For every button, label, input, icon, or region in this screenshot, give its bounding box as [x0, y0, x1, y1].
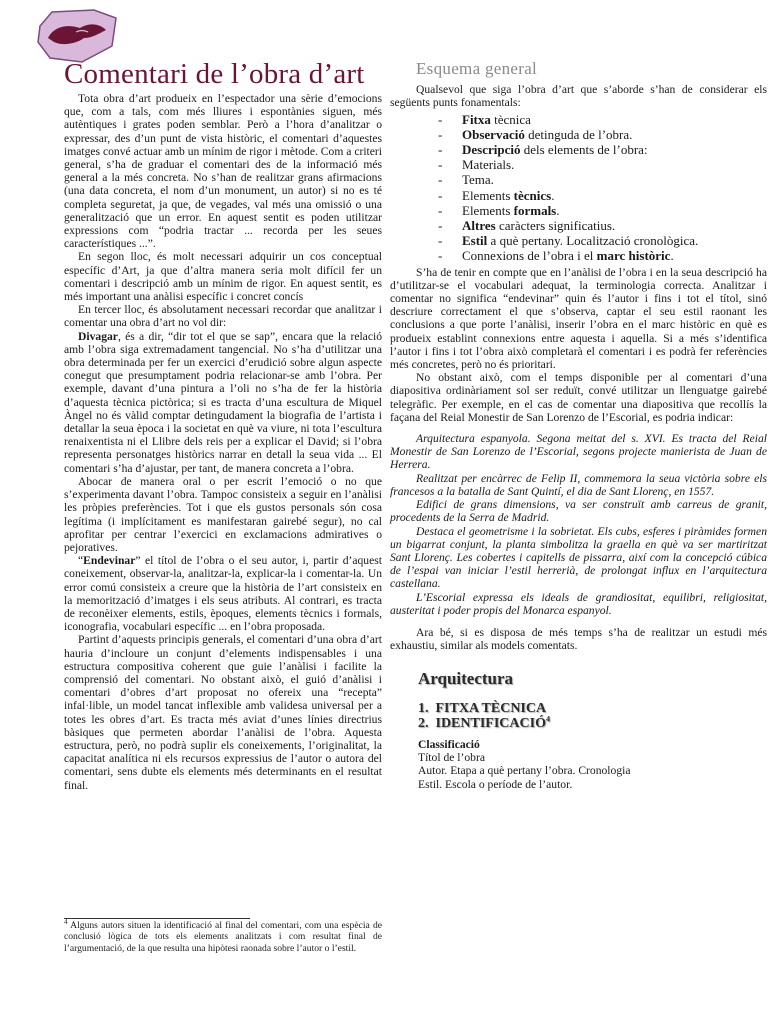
- heading-label: IDENTIFICACIÓ: [435, 715, 546, 731]
- point-text: a què pertany. Localització cronològica.: [487, 233, 699, 249]
- example-line: Destaca el geometrisme i la sobrietat. Els cubs, esferes i piràmides formen un bigarrat conjunt, la planta simbolitza la graella en què va ser martiritzat Sant Llorenç. Les cobertes i capitells de pissarra, així com la concepció cúbica de l’espai van iniciar l’estil herrerià, de prolongat influx en l’arquitectura castellana.: [390, 524, 767, 591]
- point-item: [438, 172, 767, 187]
- section-heading-arquitectura: Arquitectura: [418, 669, 514, 689]
- point-text: Elements: [462, 187, 514, 203]
- point-text: Tema.: [462, 172, 494, 188]
- example-line: L’Escorial expressa els ideals de grandiositat, equilibri, religiositat, austeritat i poder propis del Monarca espanyol.: [390, 590, 767, 617]
- classification-line: Estil. Escola o període de l’autor.: [418, 777, 573, 791]
- paragraph: En segon lloc, és molt necessari adquirir un cos conceptual específic d’Art, ja que d’altra manera seria molt difícil fer un comentari i descripció amb un mínim de rigor. En aquest sentit, es més important una anàlisi específic i concret concís: [64, 250, 382, 304]
- paragraph-text: ” el títol de l’obra o el seu autor, i, partir d’aquest coneixement, observar-la, analitzar-la, explicar-la i comentar-la. Un error comú consisteix a creure que la història de l’art consisteix en la memorització d’imatges i els seus atributs. Al contrari, es tracta de reconèixer elements, estils, èpoques, elements tècnics i formals, iconografia, vocabulari específic ... en l’obra proposada.: [64, 554, 382, 634]
- paragraph-rest: [64, 554, 382, 633]
- intro-text: Qualsevol que siga l’obra d’art que s’aborde s’han de considerar els següents punts fonamentals:: [390, 83, 767, 110]
- point-keyword: Estil: [462, 233, 488, 249]
- point-text: caràcters significatius.: [495, 218, 616, 234]
- paragraph: Abocar de manera oral o per escrit l’emoció o no que s’experimenta davant l’obra. Tampoc consisteix a seguir en l’anàlisi les pròpies preferències. Tot i que els gustos personals són cosa legítima (i implícitament es manifestaran gairebé segur), no cal aprofitar per centrar l’exercici en exclamacions admiratives o pejoratives.: [64, 474, 382, 554]
- point-item: [438, 127, 767, 142]
- left-column: [64, 92, 382, 792]
- point-text: Elements: [462, 202, 514, 218]
- point-keyword: Altres: [462, 218, 496, 234]
- paragraph-endevinar: [64, 554, 382, 633]
- point-item: [438, 112, 767, 127]
- point-text: .: [551, 187, 555, 203]
- paragraph: Partint d’aquests principis generals, el comentari d’una obra d’art hauria d’incloure un conjunt d’elements indispensables i una estructura compositiva coherent que guie l’anàlisi i facilite la comprensió del comentari. No obstant això, el guió d’anàlisi i comentari d’obres d’art proposat no ofereix una “recepta” infal·lible, un model tancat inflexible amb validesa universal per a totes les obres d’art. Es tracta més aviat d’unes línies directrius bàsiques que permeten abordar l’anàlisi de l’obra. Aquesta estructura, però, no podrà suplir els coneixements, l’originalitat, la capacitat analítica ni els recursos expressius de l’autor o autora del comentari, sens dubte els elements més determinants en el resultat final.: [64, 633, 382, 792]
- paragraph: No obstant això, com el temps disponible per al comentari d’una diapositiva ordinàriament sol ser reduït, convé utilitzar un llenguatge gairebé telegràfic. Per exemple, en el cas de comentar una diapositiva que recollís la façana del Reial Monestir de San Lorenzo de l’Escorial, es podria indicar:: [390, 371, 767, 424]
- section-heading-esquema: Esquema general: [416, 59, 538, 78]
- heading-number: 1.: [418, 700, 429, 716]
- logo-icon: [36, 8, 118, 64]
- point-keyword: Observació: [462, 126, 525, 142]
- point-keyword: Descripció: [462, 142, 521, 158]
- classification-label: Classificació: [418, 737, 480, 751]
- paragraph-rest: , és a dir, “dir tot el que se sap”, encara que la relació amb l’obra siga extremadament tangencial. No s’ha d’utilitzar una obra determinada per fer un exercici d’erudició sobre algun aspecte conegut que presumptament podria relacionar-se amb l’obra. Per exemple, davant d’una pintura a l’oli no s’ha de fer la història d’aquesta tècnica pictòrica; si es tracta d’una escultura de Miquel Àngel no és vàlid comptar detingudament la biografia de l’artista i detallar la seua època i la societat en què va viure, ni tota l’escultura renaixentista ni el Llibre dels reis per a explicar el David; si l’obra representa personatges històrics narrar en detall la seua vida ... El comentari s’ha d’ajustar, per tant, de manera concreta a l’obra.: [64, 329, 382, 475]
- example-line: Arquitectura espanyola. Segona meitat del s. XVI. Es tracta del Reial Monestir de San Lorenzo de l’Escorial, segons projecte manierista de Juan de Herrera.: [390, 432, 767, 472]
- point-item: [438, 203, 767, 218]
- point-text: .: [670, 248, 674, 264]
- lead-word: Endevinar: [83, 554, 136, 568]
- point-keyword: marc històric: [596, 248, 671, 264]
- paragraph-text: “: [78, 554, 84, 568]
- example-line: Edifici de grans dimensions, va ser construït amb carreus de granit, procedents de la Serra de Madrid.: [390, 498, 767, 525]
- point-item: [438, 142, 767, 157]
- example-block: [390, 432, 767, 617]
- point-item: [438, 248, 767, 263]
- paragraph: Tota obra d’art produeix en l’espectador una sèrie d’emocions que, com a tals, com més lliures i espontànies siguen, més autèntiques i grates poden semblar. Però a l’hora d’analitzar o expressar, des d’un punt de vista històric, el comentari d’aquestes imatges convé actuar amb un mínim de rigor i mètode. Com a criteri general, s’ha de graduar el comentari des de la informació més general a la més concreta. No s’han de realitzar grans afirmacions (una data concreta, el nom d’un monument, un autor) si no es té completa seguretat, ja que, de vegades, val més una omissió o una generalització que un error. En aquest sentit es poden utilitzar expressions com “podria tractar ... recorda per les seues característiques ...”.: [64, 92, 382, 251]
- point-text: Connexions de l’obra i el: [462, 248, 597, 264]
- footnote: [64, 914, 382, 954]
- heading-number: 2.: [418, 715, 429, 731]
- point-text: tècnica: [490, 111, 531, 127]
- paragraph-divagar: [64, 330, 382, 475]
- point-item: [438, 218, 767, 233]
- point-text: detinguda de l’obra.: [524, 126, 633, 142]
- example-line: Realitzat per encàrrec de Felip II, commemora la seua victòria sobre els francesos a la batalla de Sant Quintí, el dia de Sant Llorenç, en 1557.: [390, 471, 767, 498]
- point-item: [438, 188, 767, 203]
- point-text: Materials.: [462, 157, 515, 173]
- classification-block: [418, 738, 767, 791]
- classification-line: Títol de l’obra: [418, 751, 485, 765]
- heading-label: FITXA TÈCNICA: [435, 700, 547, 716]
- point-keyword: Fitxa: [462, 111, 491, 127]
- point-keyword: tècnics: [513, 187, 552, 203]
- lead-word: Divagar: [78, 329, 118, 343]
- paragraph: En tercer lloc, és absolutament necessari recordar que analitzar i comentar una obra d’art no vol dir:: [64, 303, 382, 330]
- footnote-ref: 4: [545, 714, 550, 724]
- footnote-number: 4: [64, 917, 68, 926]
- closing-text: Ara bé, si es disposa de més temps s’ha de realitzar un estudi més exhaustiu, similar als models comentats.: [390, 625, 767, 653]
- page-title: Comentari de l’obra d’art: [64, 58, 365, 90]
- point-text: dels elements de l’obra:: [520, 142, 648, 158]
- right-column: [390, 59, 767, 791]
- numbered-heading-fitxa: [418, 702, 767, 715]
- classification-line: Autor. Etapa a què pertany l’obra. Cronologia: [418, 764, 631, 778]
- point-item: [438, 233, 767, 248]
- point-keyword: formals: [513, 202, 557, 218]
- numbered-heading-identificacio: [418, 714, 767, 731]
- paragraph: S’ha de tenir en compte que en l’anàlisi de l’obra i en la seua descripció ha d’utilitzar-se el vocabulari adequat, la terminologia correcta. Analitzar i comentar no significa “endevinar” quin és l’autor i fins i tot el títol, sinó descriure correctament el que s’observa, captar el seu estil raonant les conclusions a que porte l’anàlisi, inserir l’obra en el marc històric en què es produeix establint connexions entre aquesta i aquella. Si a més s’identifica l’autor i fins i tot l’obra això completarà el comentari i es podrà fer referències més concretes, però no és prioritari.: [390, 265, 767, 372]
- point-item: [438, 157, 767, 172]
- points-list: [438, 112, 767, 264]
- footnote-text: Alguns autors situen la identificació al final del comentari, com una espècia de conclusió lògica de tots els elements analitzats i com resultat final de l’argumentació, de la que resulta una hipòtesi raonada sobre l’autor o l’estil.: [64, 920, 382, 954]
- point-text: .: [556, 202, 560, 218]
